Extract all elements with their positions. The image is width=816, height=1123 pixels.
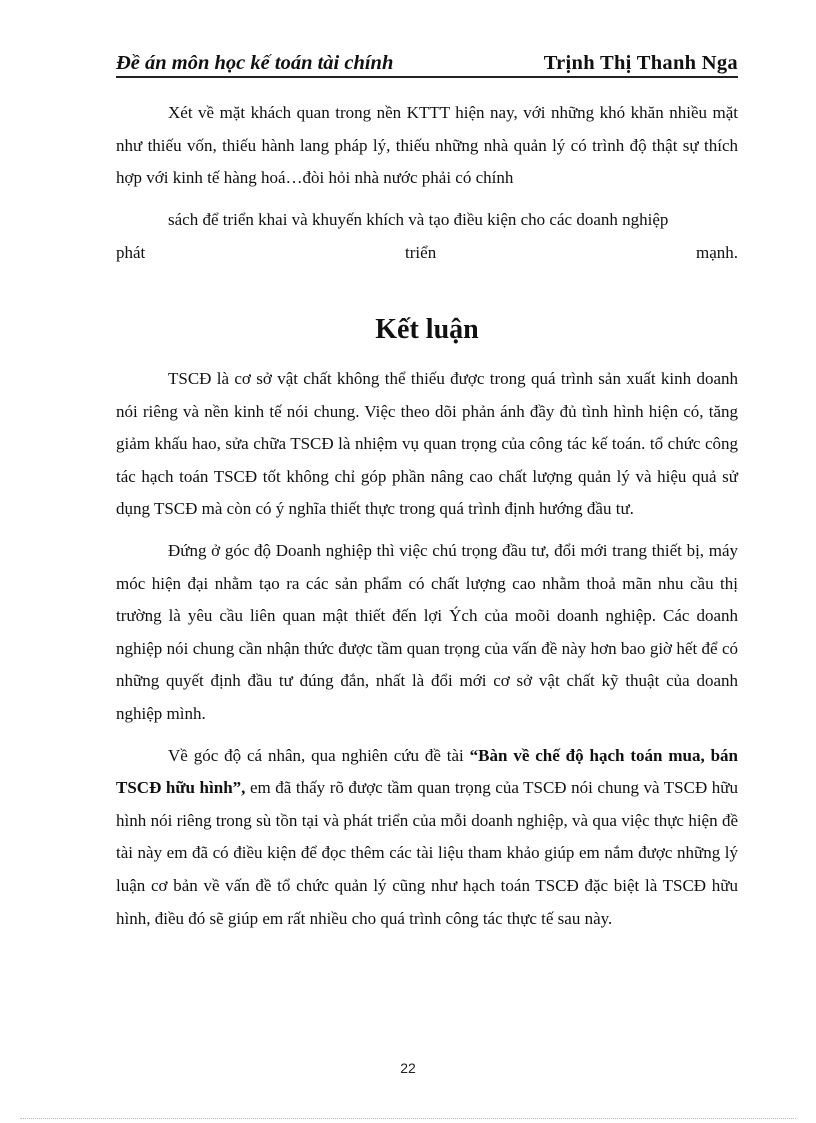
- intro-continuation: [116, 204, 738, 269]
- intro-paragraph-2: sách để triển khai và khuyến khích và tạo điều kiện cho các doanh nghiệp: [168, 210, 669, 229]
- page-header: [116, 48, 738, 78]
- conclusion-paragraph-1: TSCĐ là cơ sở vật chất không thể thiếu được trong quá trình sản xuất kinh doanh nói riêng và nền kinh tế nói chung. Việc theo dõi phản ánh đầy đủ tình hình hiện có, tăng giảm khấu hao, sửa chữa TSCĐ là nhiệm vụ quan trọng của công tác kế toán. tổ chức công tác hạch toán TSCĐ tốt không chỉ góp phần nâng cao chất lượng quản lý và hiệu quả sử dụng TSCĐ mà còn có ý nghĩa thiết thực trong quá trình định hướng đầu tư.: [116, 369, 738, 519]
- intro-paragraph-2-tail: phát triển mạnh.: [116, 242, 738, 262]
- conclusion-paragraph-3: [116, 740, 738, 936]
- paragraph-text: Về góc độ cá nhân, qua nghiên cứu đề tài: [168, 745, 470, 765]
- section-heading: Kết luận: [375, 314, 479, 345]
- intro-paragraph: Xét về mặt khách quan trong nền KTTT hiện nay, với những khó khăn nhiều mặt như thiếu vốn, thiếu hành lang pháp lý, thiếu những nhà quản lý có trình độ thật sự thích hợp với kinh tế hàng hoá…đòi hỏi nhà nước phải có chính: [116, 103, 738, 188]
- header-document-title: Đề án môn học kế toán tài chính: [116, 52, 394, 74]
- thesis-title-emphasis: “Bàn về chế độ hạch toán mua, bán TSCĐ hữu hình”,: [116, 745, 738, 798]
- page-bottom-divider: [20, 1118, 796, 1119]
- intro-section: [116, 97, 738, 195]
- conclusion-paragraph-2: Đứng ở góc độ Doanh nghiệp thì việc chú trọng đầu tư, đổi mới trang thiết bị, máy móc hiện đại nhằm tạo ra các sản phẩm có chất lượng cao nhằm thoả mãn nhu cầu thị trường là yêu cầu liên quan mật thiết đến lợi Ých của moõi doanh nghiệp. Các doanh nghiệp nói chung cần nhận thức được tầm quan trọng của vấn đề này hơn bao giờ hết để có những quyết định đầu tư đúng đắn, nhất là đổi mới cơ sở vật chất kỹ thuật của doanh nghiệp mình.: [116, 540, 738, 723]
- page-number: 22: [400, 1060, 416, 1076]
- paragraph-text: em đã thấy rõ được tầm quan trọng của TSCĐ nói chung và TSCĐ hữu hình nói riêng trong sù tồn tại và phát triển của mỗi doanh nghiệp, và qua việc thực hiện đề tài này em đã có điều kiện để đọc thêm các tài liệu tham khảo giúp em nắm được những lý luận cơ bản về vấn đề tổ chức quản lý cũng như hạch toán TSCĐ đặc biệt là TSCĐ hữu hình, điều đó sẽ giúp em rất nhiều cho quá trình công tác thực tế sau này.: [116, 778, 739, 928]
- conclusion-body: [116, 363, 738, 944]
- header-author-name: Trịnh Thị Thanh Nga: [543, 52, 738, 74]
